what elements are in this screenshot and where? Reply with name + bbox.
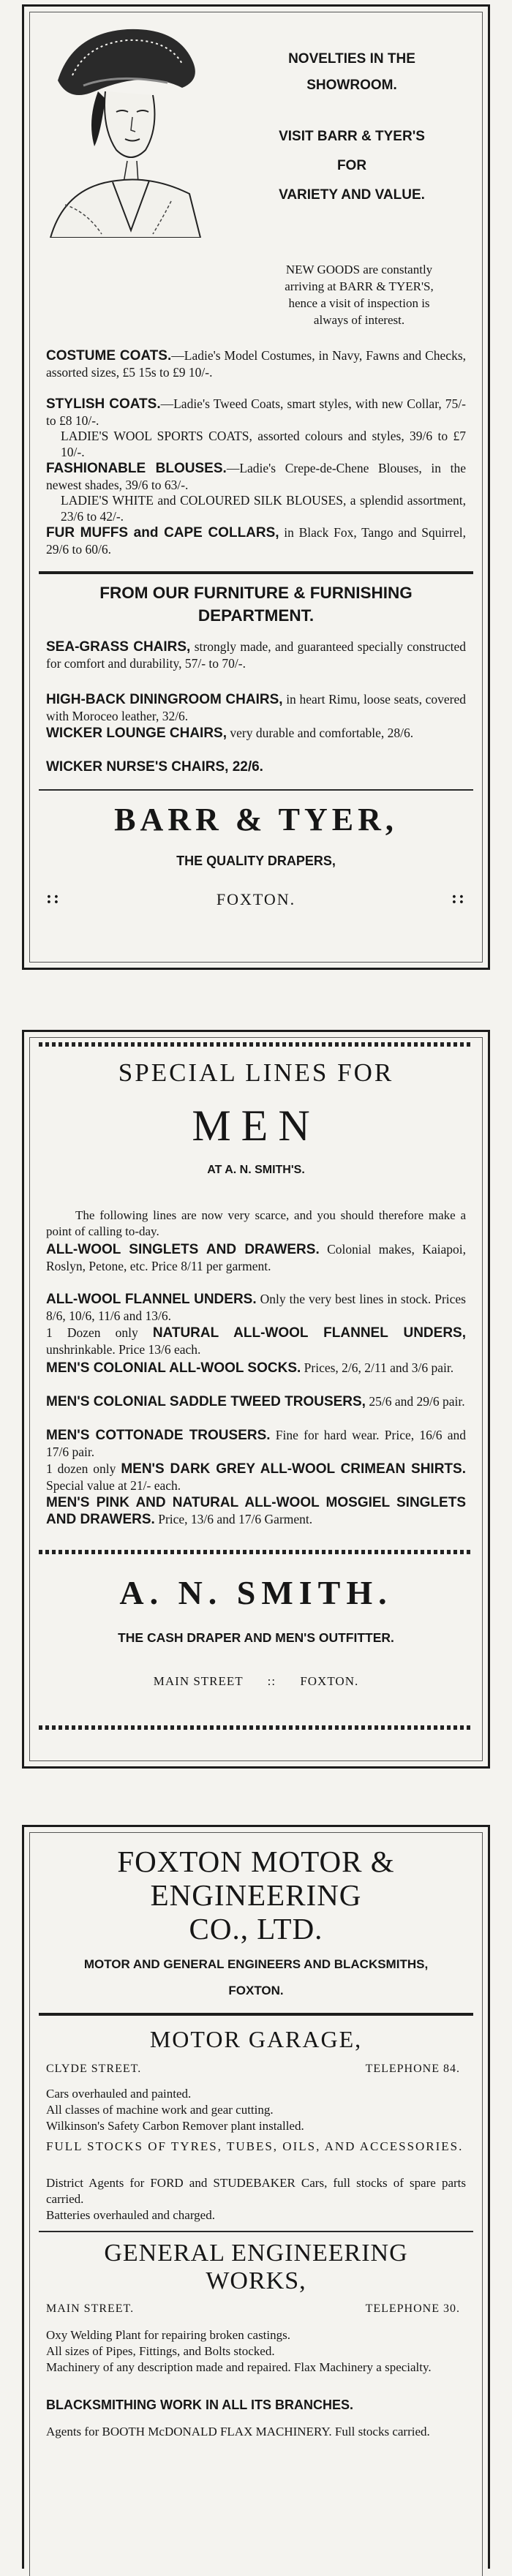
garage-telephone: TELEPHONE 84. [365, 2063, 460, 2075]
works-title-2: WORKS, [206, 2267, 306, 2294]
agents-line: Agents for BOOTH McDONALD FLAX MACHINERY. Full stocks carried. [46, 2425, 430, 2438]
title-line-1: SPECIAL LINES FOR [118, 1058, 394, 1087]
header-line-3: VISIT BARR & TYER'S [279, 129, 425, 144]
an-smith-advertisement [22, 1030, 490, 1769]
title-men: MEN [192, 1101, 320, 1150]
garage-line: Batteries overhauled and charged. [46, 2208, 215, 2222]
garage-line: FULL STOCKS OF TYRES, TUBES, OILS, AND ACCESSORIES. [46, 2139, 464, 2153]
separator: :: [267, 1674, 276, 1688]
item-socks: MEN'S COLONIAL ALL-WOOL SOCKS. Prices, 2/6, 2/11 and 3/6 pair. [46, 1360, 454, 1376]
blacksmithing-line: BLACKSMITHING WORK IN ALL ITS BRANCHES. [46, 2398, 353, 2412]
item-natural-flannel-unders: 1 Dozen only NATURAL ALL-WOOL FLANNEL UNDERS, unshrinkable. Price 13/6 each. [46, 1325, 466, 1357]
firm-tagline: THE CASH DRAPER AND MEN'S OUTFITTER. [118, 1630, 394, 1645]
item-blouses: FASHIONABLE BLOUSES.—Ladie's Crepe-de-Chene Blouses, in the newest shades, 39/6 to 63/-. [46, 461, 466, 492]
barr-tyer-advertisement [22, 4, 490, 970]
address-line [30, 1674, 482, 1689]
item-wicker-nurse-chairs: WICKER NURSE'S CHAIRS, 22/6. [46, 759, 263, 775]
works-line: All sizes of Pipes, Fittings, and Bolts stocked. [46, 2344, 275, 2358]
item-flannel-unders: ALL-WOOL FLANNEL UNDERS. Only the very best lines in stock. Prices 8/6, 10/6, 11/6 and 13/6. [46, 1292, 466, 1323]
firm-name: BARR & TYER, [114, 802, 398, 837]
furniture-title-1: FROM OUR FURNITURE & FURNISHING [99, 584, 413, 602]
item-fur-muffs: FUR MUFFS and CAPE COLLARS, in Black Fox, Tango and Squirrel, 29/6 to 60/6. [46, 525, 466, 557]
ad-inner-border [29, 1832, 483, 2576]
item-sports-coats: LADIE'S WOOL SPORTS COATS, assorted colours and styles, 39/6 to £7 10/-. [61, 429, 466, 459]
item-crimean-shirts: 1 dozen only MEN'S DARK GREY ALL-WOOL CRIMEAN SHIRTS. Special value at 21/- each. [46, 1461, 466, 1493]
divider [39, 789, 473, 791]
divider [39, 2231, 473, 2232]
works-address: MAIN STREET. [46, 2302, 135, 2315]
intro-line: hence a visit of inspection is [288, 296, 430, 310]
item-stylish-coats: STYLISH COATS.—Ladie's Tweed Coats, smart styles, with new Collar, 75/- to £8 10/-. [46, 396, 466, 428]
dashed-border [39, 1042, 473, 1047]
title-line-2: ENGINEERING [150, 1878, 362, 1912]
ad-inner-border [29, 12, 483, 963]
town: FOXTON. [300, 1674, 359, 1688]
divider [39, 571, 473, 574]
divider [39, 2013, 473, 2016]
street: MAIN STREET [153, 1674, 244, 1688]
garage-line: Cars overhauled and painted. [46, 2087, 192, 2101]
item-cottonade-trousers: MEN'S COTTONADE TROUSERS. Fine for hard wear. Price, 16/6 and 17/6 pair. [46, 1428, 466, 1459]
header-line-1: NOVELTIES IN THE [288, 51, 415, 67]
intro-line: NEW GOODS are constantly [285, 263, 433, 276]
works-line: Machinery of any description made and repaired. Flax Machinery a specialty. [46, 2360, 432, 2374]
header-line-2: SHOWROOM. [306, 78, 397, 93]
title-line-1: FOXTON MOTOR & [117, 1845, 395, 1878]
subtitle: AT A. N. SMITH'S. [207, 1164, 305, 1176]
item-costume-coats: COSTUME COATS.—Ladie's Model Costumes, in Navy, Fawns and Checks, assorted sizes, £5 15s to £9 10/-. [46, 348, 467, 380]
item-wicker-lounge-chairs: WICKER LOUNGE CHAIRS, very durable and comfortable, 28/6. [46, 726, 414, 741]
garage-title: MOTOR GARAGE, [149, 2026, 363, 2052]
item-diningroom-chairs: HIGH-BACK DININGROOM CHAIRS, in heart Rimu, loose seats, covered with Moroceo leather, 32/6. [46, 692, 466, 723]
ornament-dots: :: [451, 889, 466, 908]
ornament-dots: :: [46, 889, 61, 908]
works-line: Oxy Welding Plant for repairing broken castings. [46, 2328, 290, 2342]
town: FOXTON. [228, 1984, 284, 1997]
title-line-3: CO., LTD. [189, 1912, 323, 1946]
garage-line: All classes of machine work and gear cutting. [46, 2103, 274, 2117]
subtitle: MOTOR AND GENERAL ENGINEERS AND BLACKSMITHS, [83, 1957, 429, 1971]
intro-line: always of interest. [313, 313, 405, 327]
intro-line: arriving at BARR & TYER'S, [285, 279, 434, 293]
firm-name: A. N. SMITH. [119, 1574, 393, 1611]
dashed-border [39, 1725, 473, 1730]
item-silk-blouses: LADIE'S WHITE and COLOURED SILK BLOUSES, a splendid assortment, 23/6 to 42/-. [61, 493, 466, 524]
header-line-4: FOR [336, 158, 367, 173]
dashed-border [39, 1550, 473, 1554]
firm-town: FOXTON. [216, 890, 296, 908]
item-tweed-trousers: MEN'S COLONIAL SADDLE TWEED TROUSERS, 25/6 and 29/6 pair. [46, 1394, 465, 1409]
garage-line: District Agents for FORD and STUDEBAKER Cars, full stocks of spare parts carried. [46, 2176, 466, 2206]
item-sea-grass-chairs: SEA-GRASS CHAIRS, strongly made, and guaranteed specially constructed for comfort and durability, 57/- to 70/-. [46, 639, 466, 671]
item-mosgiel-singlets: MEN'S PINK AND NATURAL ALL-WOOL MOSGIEL SINGLETS AND DRAWERS. Price, 13/6 and 17/6 Garment. [46, 1495, 466, 1527]
intro-paragraph: The following lines are now very scarce, and you should therefore make a point of calling to-day. [46, 1208, 466, 1238]
garage-address: CLYDE STREET. [46, 2063, 142, 2075]
garage-line: Wilkinson's Safety Carbon Remover plant installed. [46, 2119, 304, 2133]
lady-in-hat-illustration [43, 18, 204, 238]
works-telephone: TELEPHONE 30. [365, 2302, 460, 2315]
furniture-title-2: DEPARTMENT. [197, 606, 315, 625]
ad-inner-border [29, 1037, 483, 1761]
firm-tagline: THE QUALITY DRAPERS, [176, 854, 336, 868]
item-singlets-drawers: ALL-WOOL SINGLETS AND DRAWERS. Colonial makes, Kaiapoi, Roslyn, Petone, etc. Price 8/11 per garment. [46, 1242, 466, 1273]
works-title-1: GENERAL ENGINEERING [104, 2240, 408, 2267]
foxton-motor-advertisement [22, 1825, 490, 2569]
header-line-5: VARIETY AND VALUE. [279, 187, 425, 203]
